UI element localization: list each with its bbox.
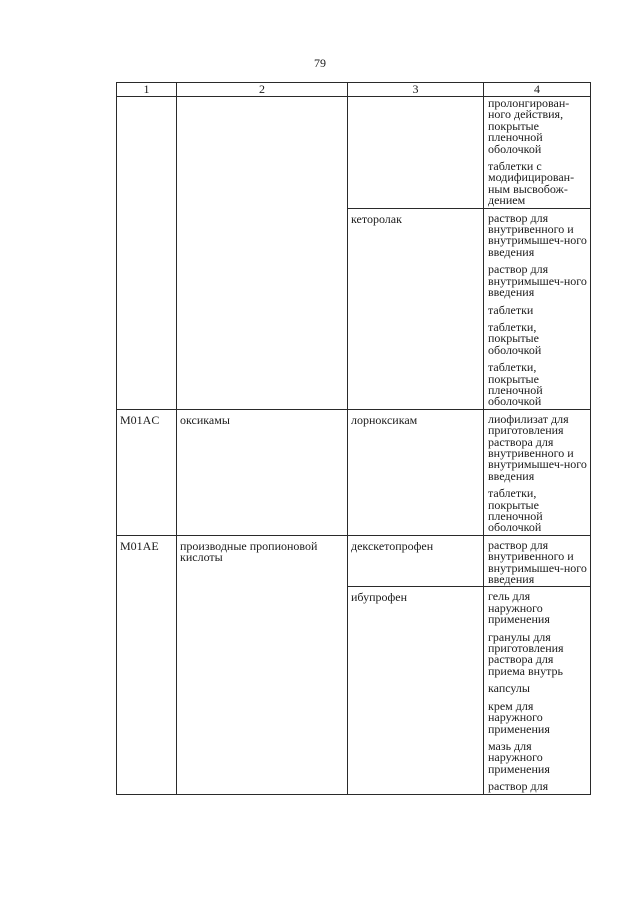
group-name-cell: оксикамы	[177, 409, 348, 535]
dosage-form: мазь для наружного применения	[488, 738, 550, 776]
dosage-form: раствор для внутривенного и внутримышеч-ного введения	[488, 210, 587, 259]
dosage-form: раствор для внутривенного и внутримышеч-ного введения	[488, 537, 587, 587]
table-row	[117, 409, 591, 535]
table-header-row	[117, 83, 591, 97]
dosage-form: таблетки	[488, 302, 534, 317]
group-name-cell: производные пропионовой кислоты	[177, 535, 348, 794]
drug-name-cell: декскетопрофен	[348, 535, 484, 587]
dosage-form: гель для наружного применения	[488, 589, 550, 627]
dosage-forms-cell	[484, 208, 591, 409]
header-cell-3: 3	[348, 83, 484, 97]
dosage-form: пролонгирован-ного действия, покрытые пленочной оболочкой	[488, 96, 570, 156]
drug-name-cell	[348, 97, 484, 209]
dosage-form: таблетки, покрытые пленочной оболочкой	[488, 486, 543, 535]
dosage-form: таблетки, покрытые оболочкой	[488, 319, 542, 357]
dosage-forms-cell	[484, 587, 591, 794]
drug-name-cell: кеторолак	[348, 208, 484, 409]
dosage-form: лиофилизат для приготовления раствора для внутривенного и внутримышеч-ного введения	[488, 411, 587, 483]
dosage-form: капсулы	[488, 681, 530, 696]
header-cell-1: 1	[117, 83, 177, 97]
dosage-form: таблетки с модифицирован-ным высвобож-дением	[488, 159, 575, 208]
atc-code-cell: M01AC	[117, 409, 177, 535]
dosage-form: гранулы для приготовления раствора для приема внутрь	[488, 629, 564, 678]
table-row	[117, 97, 591, 209]
table-row	[117, 535, 591, 587]
dosage-forms-cell	[484, 535, 591, 587]
atc-code-cell	[117, 97, 177, 410]
dosage-form: таблетки, покрытые пленочной оболочкой	[488, 360, 543, 409]
drug-name-cell: лорноксикам	[348, 409, 484, 535]
dosage-form: раствор для внутримышеч-ного введения	[488, 262, 587, 300]
medication-table	[116, 82, 591, 795]
drug-name-cell: ибупрофен	[348, 587, 484, 794]
atc-code-cell: M01AE	[117, 535, 177, 794]
page-number: 79	[314, 56, 326, 70]
header-cell-4: 4	[484, 83, 591, 97]
dosage-forms-cell	[484, 409, 591, 535]
dosage-form: раствор для	[488, 779, 549, 794]
dosage-form: крем для наружного применения	[488, 698, 550, 736]
dosage-forms-cell	[484, 97, 591, 209]
header-cell-2: 2	[177, 83, 348, 97]
group-name-cell	[177, 97, 348, 410]
